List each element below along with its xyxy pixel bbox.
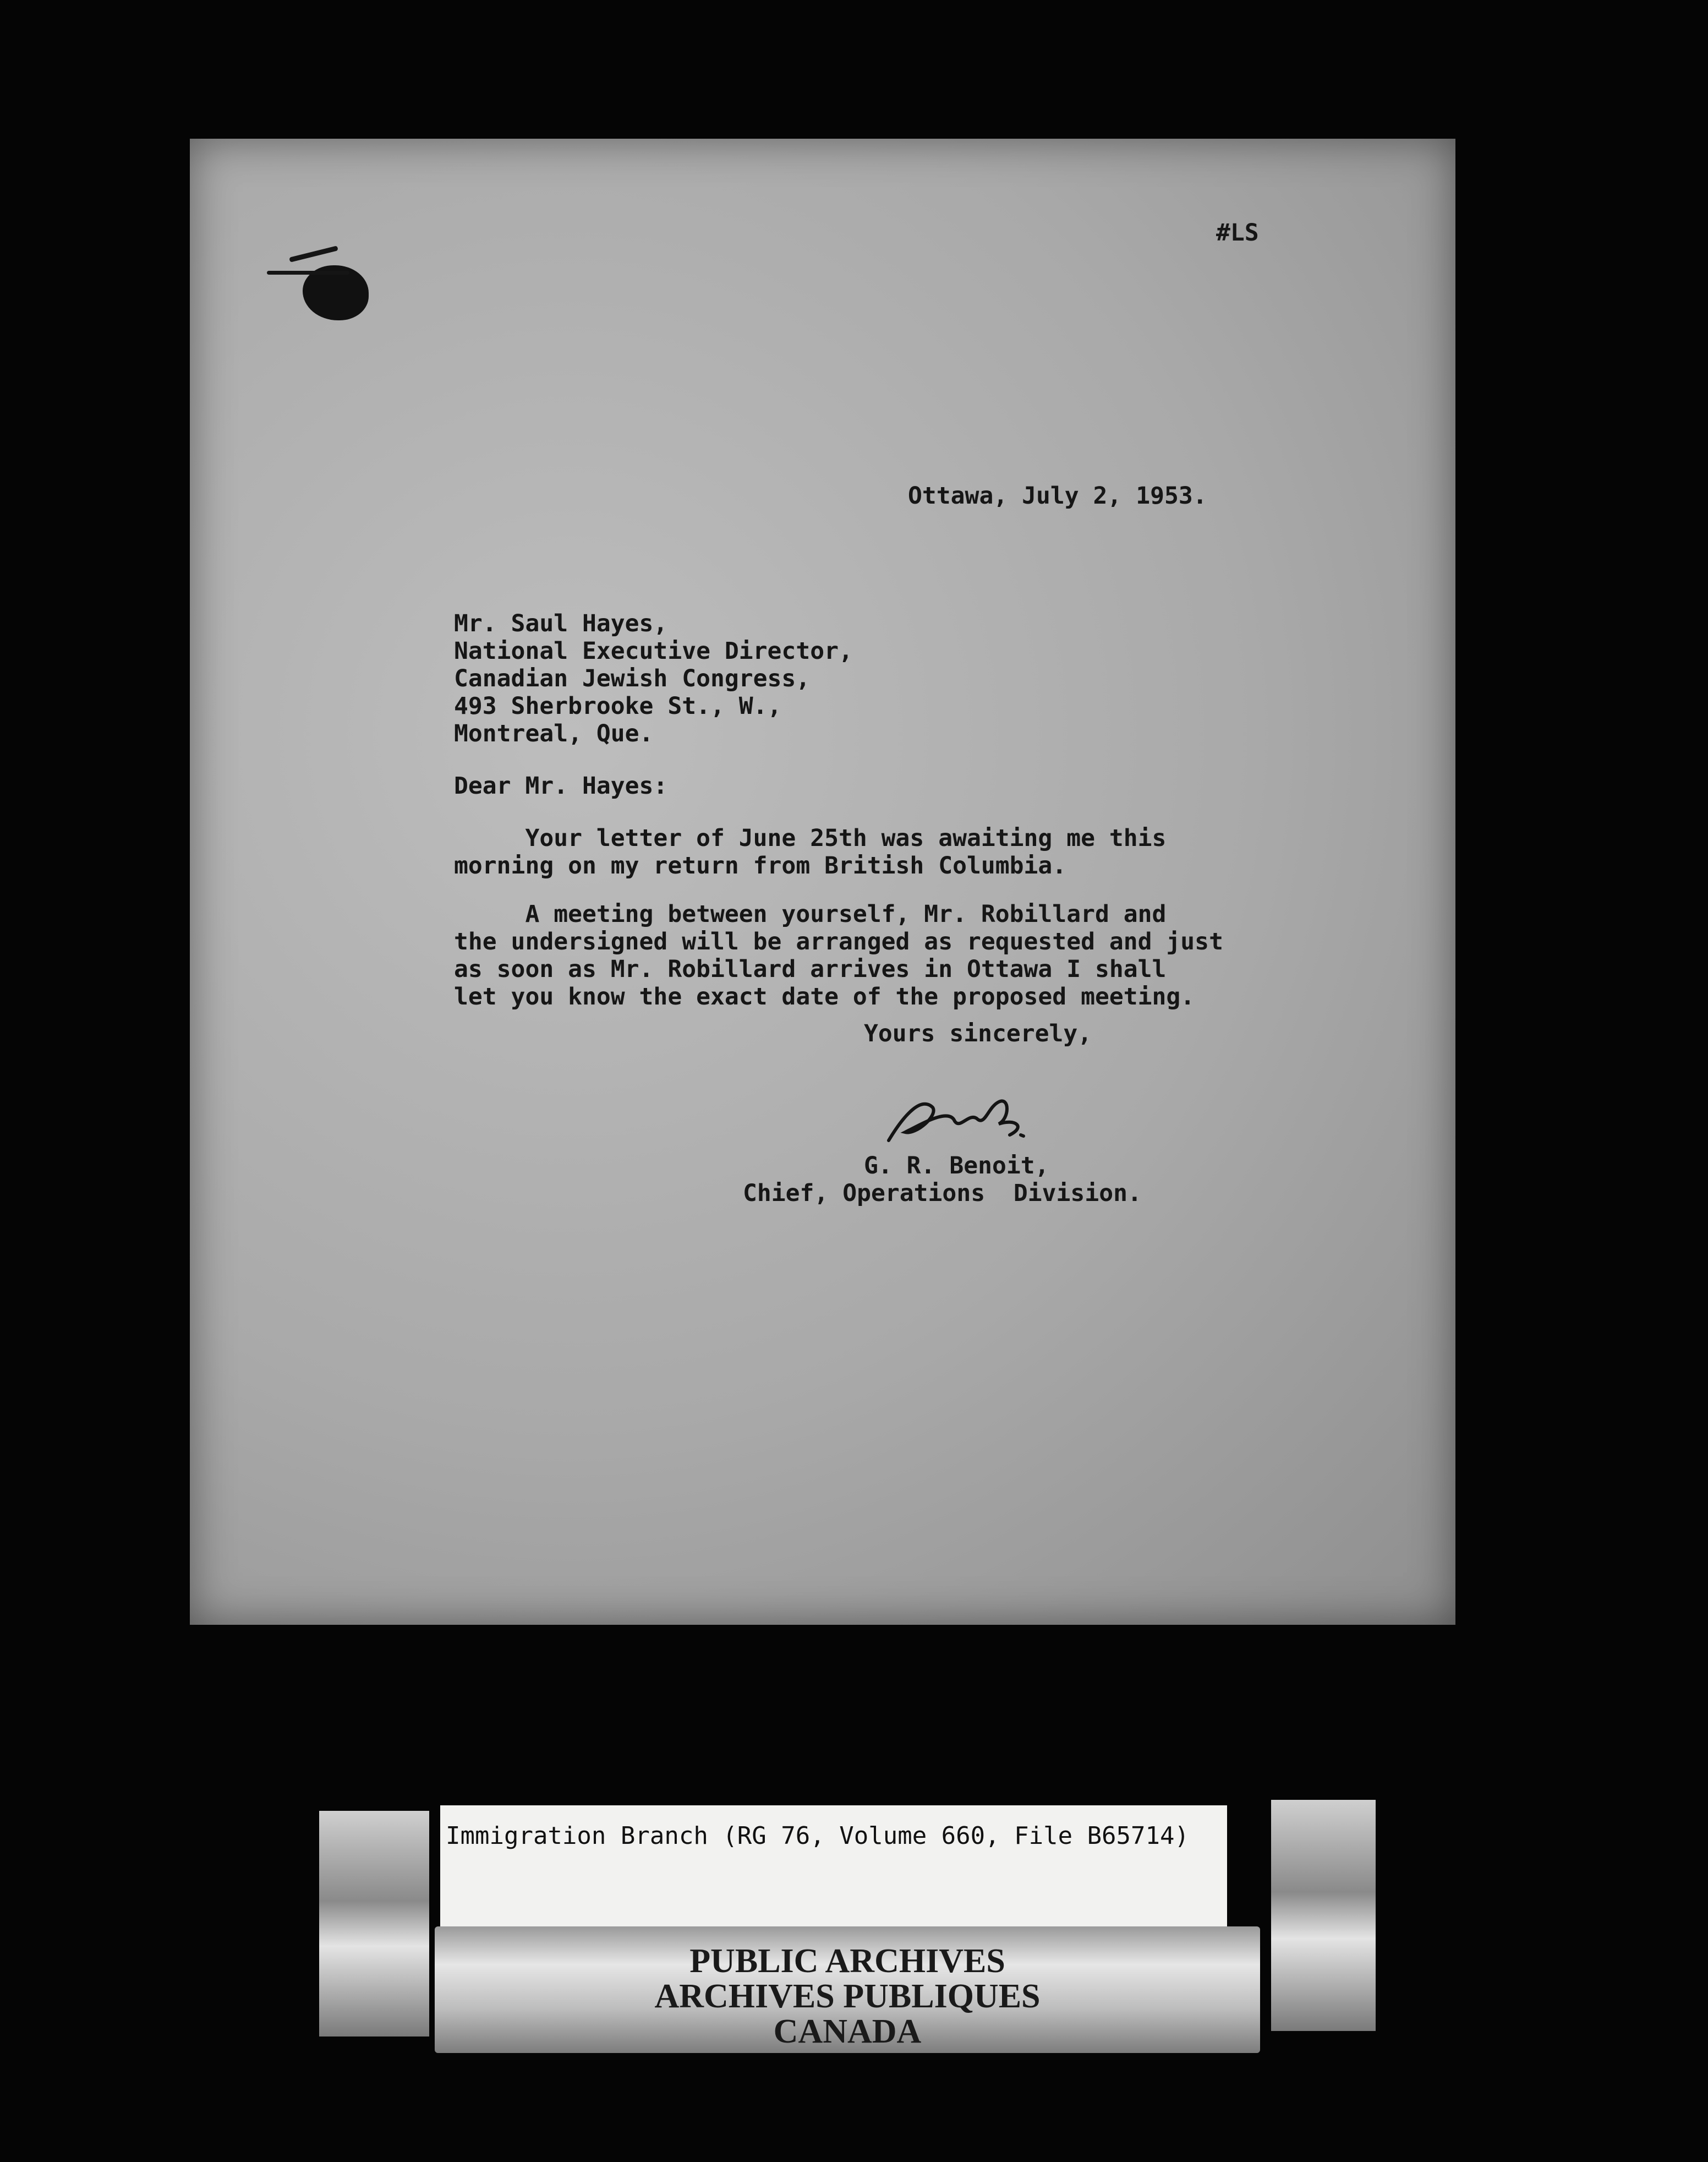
signer-name: G. R. Benoit, bbox=[864, 1152, 1049, 1180]
signer-title: Chief, Operations Division. bbox=[743, 1180, 1142, 1207]
pen-mark bbox=[267, 271, 349, 275]
archive-reference: Immigration Branch (RG 76, Volume 660, File B65714) bbox=[446, 1822, 1190, 1850]
pen-mark bbox=[289, 245, 338, 263]
archive-reference-label bbox=[440, 1805, 1227, 1937]
tape-right bbox=[1271, 1800, 1376, 2031]
closing: Yours sincerely, bbox=[864, 1020, 1092, 1047]
stamp-line: CANADA bbox=[773, 2013, 922, 2050]
paragraph-line: as soon as Mr. Robillard arrives in Ottawa I shall bbox=[454, 956, 1167, 983]
paragraph-line: let you know the exact date of the proposed meeting. bbox=[454, 983, 1195, 1011]
archives-stamp bbox=[435, 1926, 1260, 2053]
address-line: 493 Sherbrooke St., W., bbox=[454, 692, 782, 720]
paragraph-line: morning on my return from British Columbia. bbox=[454, 852, 1067, 880]
paragraph-line: A meeting between yourself, Mr. Robillard and bbox=[454, 900, 1167, 928]
paragraph-line: Your letter of June 25th was awaiting me this bbox=[454, 825, 1167, 852]
letter-page bbox=[190, 139, 1455, 1625]
paragraph-line: the undersigned will be arranged as requested and just bbox=[454, 928, 1223, 956]
address-line: Mr. Saul Hayes, bbox=[454, 610, 668, 637]
address-line: National Executive Director, bbox=[454, 637, 853, 665]
tape-left bbox=[319, 1811, 429, 2037]
stamp-line: ARCHIVES PUBLIQUES bbox=[654, 1978, 1041, 2015]
salutation: Dear Mr. Hayes: bbox=[454, 772, 668, 800]
handwritten-signature bbox=[872, 1074, 1048, 1157]
file-mark: #LS bbox=[1216, 219, 1259, 247]
address-line: Montreal, Que. bbox=[454, 720, 654, 747]
stamp-line: PUBLIC ARCHIVES bbox=[689, 1942, 1005, 1980]
address-line: Canadian Jewish Congress, bbox=[454, 665, 811, 692]
date-line: Ottawa, July 2, 1953. bbox=[908, 482, 1207, 510]
